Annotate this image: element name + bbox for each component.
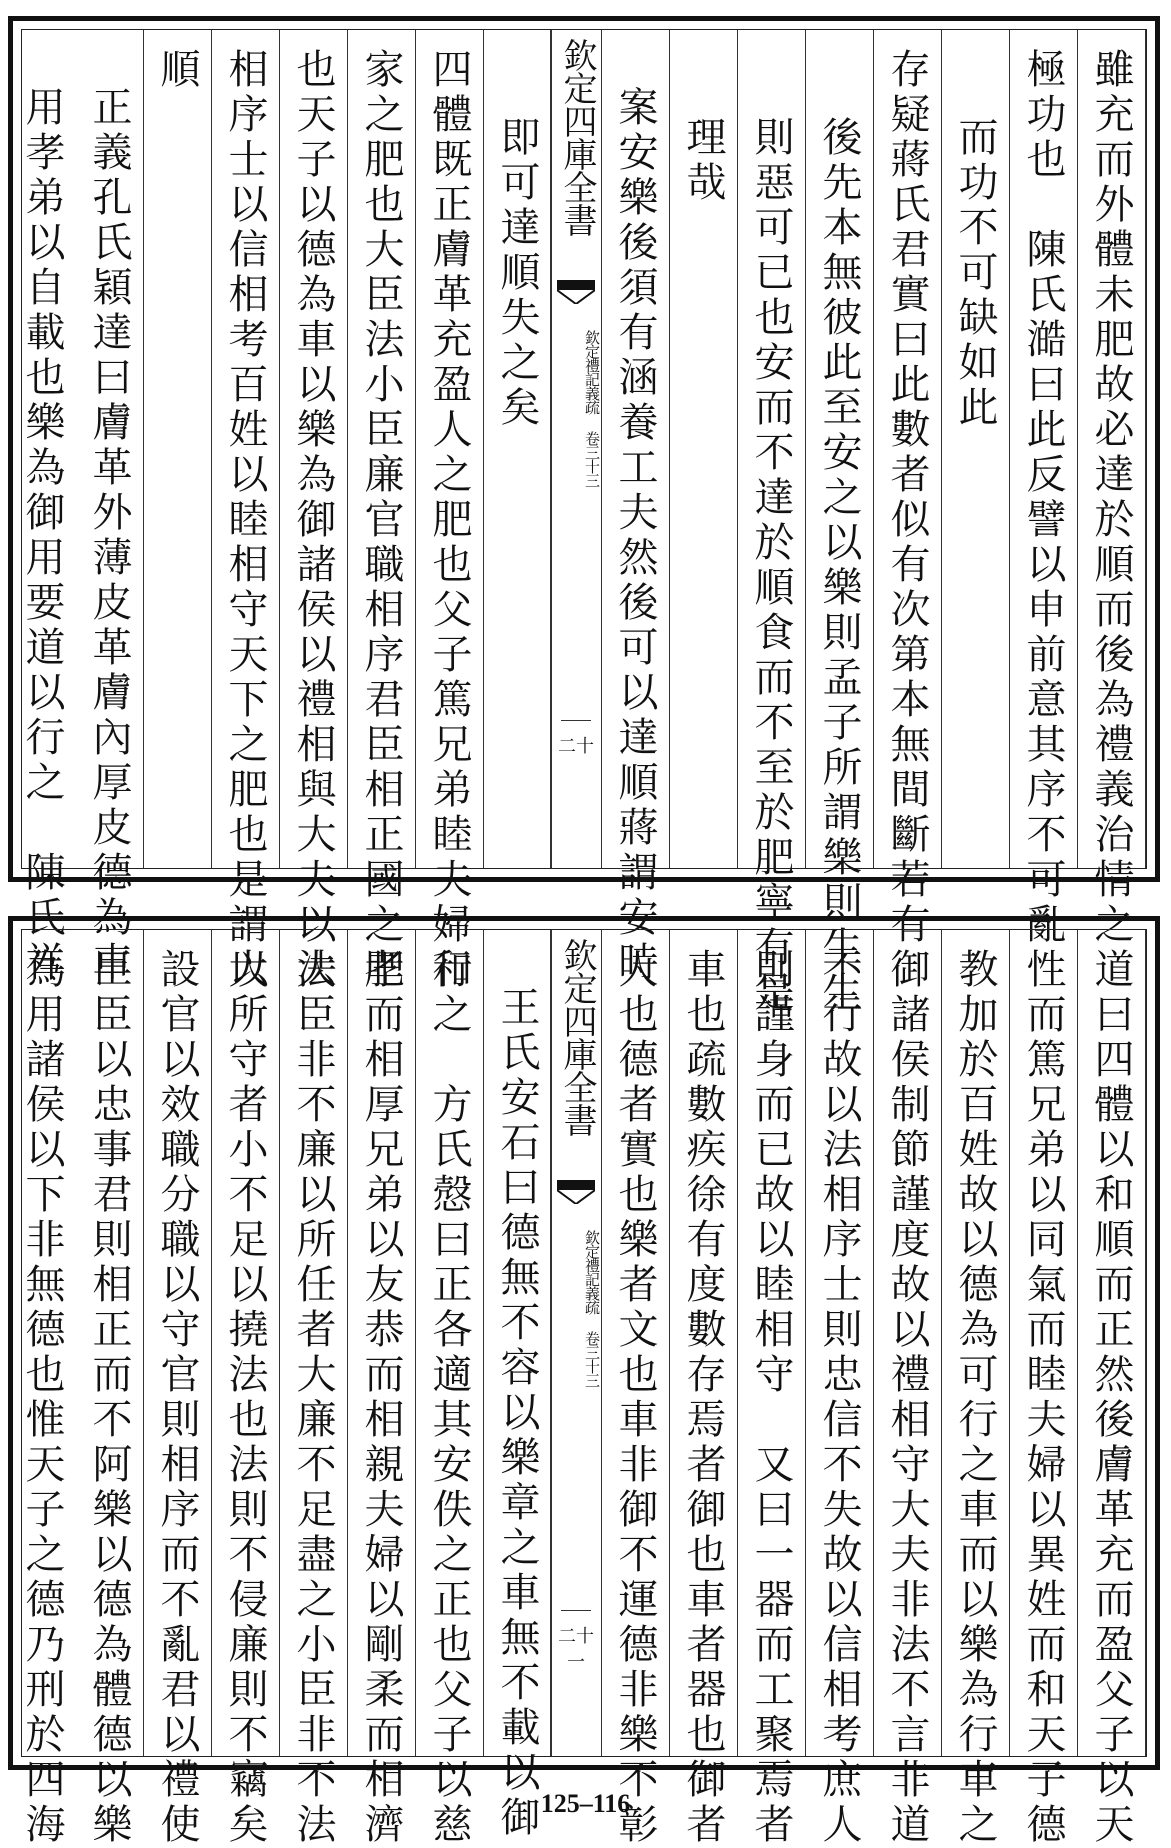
text-column [14,930,76,1848]
column-text: 人也德者實也樂者文也車非御不運德非樂不彰 [612,948,658,1848]
page-number: 二十一 [558,1626,594,1673]
text-column [805,930,874,1848]
text-column [14,30,76,986]
column-text: 王氏安石曰德無不容以樂章之車無不載以御 [494,986,540,1841]
text-column [347,30,416,993]
text-column [941,930,1010,1848]
text-column [1009,30,1078,948]
volume-label [551,330,601,487]
column-text: 設官以效職分職以守官則相序而不亂君以禮使 [154,948,200,1848]
column-text: 存疑蔣氏君實曰此數者似有次第本無間斷若有 [884,48,930,948]
text-column [415,30,484,993]
fish-tail-mark-icon [557,280,595,304]
column-text: 則謹身而已故以睦相守 又曰一器而工聚焉者 [748,948,794,1848]
column-text: 案安樂後須有涵養工夫然後可以達順蔣謂安時 [612,86,658,986]
volume-label [551,1230,601,1387]
text-column [601,930,670,1848]
column-text: 御諸侯制節謹度故以禮相守大夫非法不言非道 [884,948,930,1848]
library-title: 欽定四庫全書 [557,38,597,236]
text-column [211,930,280,1848]
column-text: 而功不可缺如此 [952,116,998,431]
top-page-frame [19,29,1147,1016]
text-column [75,930,144,1848]
text-column [873,30,942,948]
library-title: 欽定四庫全書 [557,938,597,1136]
text-column [75,30,144,986]
column-text: 也天子以德為車以樂為御諸侯以禮相與大夫以法 [290,48,336,993]
text-column [483,930,552,1841]
text-column [347,930,416,1848]
column-text: 相序士以信相考百姓以睦相守天下之肥也是謂大 [222,48,268,993]
fold-rule [561,1610,591,1611]
column-text: 雖充而外體未肥故必達於順而後為禮義治情之 [1088,48,1134,948]
center-fold [550,930,602,1756]
text-column [941,30,1010,868]
column-text: 後先本無彼此至安之以樂則孟子所謂樂則生生 [816,116,862,1016]
column-text: 以所守者小不足以撓法也法則不侵廉則不竊矣 [222,948,268,1848]
volume-number: 卷三十三 [583,1331,601,1387]
page-number: 二十 [558,736,594,757]
fish-tail-mark-icon [557,1180,595,1204]
text-column [737,930,806,1848]
text-column [873,930,942,1848]
text-column [669,30,738,868]
column-text: 教加於百姓故以德為可行之車而以樂為行車之 [952,948,998,1848]
text-column [601,30,670,986]
text-column [669,930,738,1848]
column-text: 道曰四體以和順而正然後膚革充而盈父子以天 [1088,948,1134,1848]
column-text: 順 [154,48,200,93]
column-text: 車也疏數疾徐有度數存焉者御也車者器也御者 [680,948,726,1848]
column-text: 家之肥也大臣法小臣廉官職相序君臣相正國之肥 [358,48,404,993]
column-text: 臣臣以忠事君則相正而不阿樂以德為體德以樂 [86,948,132,1848]
column-text: 正義孔氏穎達曰膚革外薄皮革膚內厚皮德為車 [86,86,132,986]
volume-title: 欽定禮記義疏 [583,1230,601,1314]
text-column [211,30,280,993]
print-page-number: 125–116 [540,1789,631,1818]
center-fold [550,30,602,868]
volume-title: 欽定禮記義疏 [583,330,601,414]
column-text: 為用諸侯以下非無德也惟天子之德乃刑於四海 [19,948,65,1848]
column-text: 性而篤兄弟以同氣而睦夫婦以異姓而和天子德 [1020,948,1066,1848]
column-text: 理哉 [680,116,726,206]
column-text: 則惡可已也安而不達於順食而不至於肥寧有是 [748,116,794,1016]
text-column [737,30,806,1016]
text-column [279,930,348,1848]
volume-number: 卷三十三 [583,431,601,487]
column-text: 行之 方氏慤曰正各適其安佚之正也父子以慈 [426,948,472,1848]
text-column [279,30,348,993]
top-page-panel [8,16,1160,1016]
fold-rule [561,720,591,721]
column-text: 用孝弟以自載也樂為御用要道以行之 陳氏祥 [19,86,65,986]
column-text: 四體既正膚革充盈人之肥也父子篤兄弟睦夫婦和 [426,48,472,993]
text-column [415,930,484,1848]
text-column [1077,930,1146,1848]
text-column [805,30,874,1016]
text-column [1077,30,1146,948]
column-text: 即可達順失之矣 [494,116,540,431]
column-text: 極功也 陳氏澔曰此反譬以申前意其序不可亂 [1020,48,1066,948]
column-text: 大臣非不廉以所任者大廉不足盡之小臣非不法 [290,948,336,1848]
column-text: 不行故以法相序士則忠信不失故以信相考庶人 [816,948,862,1848]
text-column [483,30,552,868]
column-text: 孝而相厚兄弟以友恭而相親夫婦以剛柔而相濟 [358,948,404,1848]
text-column [143,930,212,1848]
text-column [143,30,212,868]
text-column [1009,930,1078,1848]
